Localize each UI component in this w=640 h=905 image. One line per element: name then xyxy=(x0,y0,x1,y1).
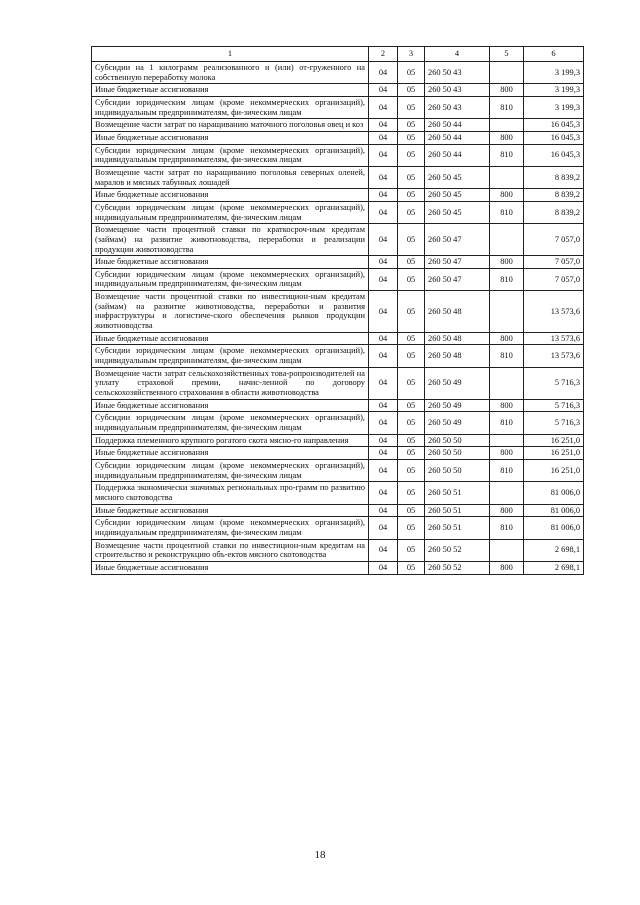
item-name-cell: Иные бюджетные ассигнования xyxy=(92,189,369,202)
section-code-cell: 04 xyxy=(369,561,398,574)
target-article-code-cell: 260 50 51 xyxy=(425,517,490,539)
item-name-cell: Поддержка экономически значимых региональных про-грамм по развитию мясного скотоводства xyxy=(92,482,369,504)
table-row xyxy=(92,482,584,504)
item-name-cell: Возмещение части затрат сельскохозяйственных това-ропроизводителей на уплату страховой премии, начис-ленной по договору сельскохозяйственного страхования в области животноводства xyxy=(92,367,369,399)
target-article-code-cell: 260 50 44 xyxy=(425,131,490,144)
table-row xyxy=(92,166,584,188)
header-cell-3: 3 xyxy=(398,47,425,62)
expense-type-code-cell: 810 xyxy=(490,96,524,118)
expense-type-code-cell: 800 xyxy=(490,332,524,345)
amount-cell: 16 251,0 xyxy=(524,447,584,460)
target-article-code-cell: 260 50 50 xyxy=(425,447,490,460)
column-number-header-row xyxy=(92,47,584,62)
item-name-cell: Субсидии юридическим лицам (кроме некоммерческих организаций), индивидуальным предпринимателям, фи-зическим лицам xyxy=(92,459,369,481)
subsection-code-cell: 05 xyxy=(398,201,425,223)
section-code-cell: 04 xyxy=(369,189,398,202)
expense-type-code-cell: 810 xyxy=(490,345,524,367)
amount-cell: 81 006,0 xyxy=(524,482,584,504)
target-article-code-cell: 260 50 51 xyxy=(425,504,490,517)
target-article-code-cell: 260 50 43 xyxy=(425,96,490,118)
expense-type-code-cell xyxy=(490,119,524,132)
expense-type-code-cell xyxy=(490,434,524,447)
expense-type-code-cell xyxy=(490,482,524,504)
table-row xyxy=(92,539,584,561)
item-name-cell: Возмещение части затрат по наращиванию поголовья северных оленей, маралов и мясных табунных лошадей xyxy=(92,166,369,188)
subsection-code-cell: 05 xyxy=(398,399,425,412)
target-article-code-cell: 260 50 48 xyxy=(425,291,490,333)
item-name-cell: Иные бюджетные ассигнования xyxy=(92,447,369,460)
item-name-cell: Иные бюджетные ассигнования xyxy=(92,399,369,412)
subsection-code-cell: 05 xyxy=(398,224,425,256)
table-row xyxy=(92,224,584,256)
table-row xyxy=(92,459,584,481)
item-name-cell: Субсидии юридическим лицам (кроме некоммерческих организаций), индивидуальным предпринимателям, фи-зическим лицам xyxy=(92,201,369,223)
subsection-code-cell: 05 xyxy=(398,119,425,132)
target-article-code-cell: 260 50 50 xyxy=(425,434,490,447)
amount-cell: 8 839,2 xyxy=(524,201,584,223)
table-row xyxy=(92,131,584,144)
section-code-cell: 04 xyxy=(369,144,398,166)
item-name-cell: Иные бюджетные ассигнования xyxy=(92,256,369,269)
amount-cell: 16 251,0 xyxy=(524,434,584,447)
expense-type-code-cell xyxy=(490,539,524,561)
header-cell-2: 2 xyxy=(369,47,398,62)
item-name-cell: Поддержка племенного крупного рогатого скота мясно-го направления xyxy=(92,434,369,447)
target-article-code-cell: 260 50 49 xyxy=(425,399,490,412)
amount-cell: 3 199,3 xyxy=(524,96,584,118)
budget-table xyxy=(91,46,584,575)
item-name-cell: Иные бюджетные ассигнования xyxy=(92,561,369,574)
subsection-code-cell: 05 xyxy=(398,332,425,345)
table-row xyxy=(92,447,584,460)
amount-cell: 13 573,6 xyxy=(524,345,584,367)
expense-type-code-cell: 800 xyxy=(490,256,524,269)
item-name-cell: Иные бюджетные ассигнования xyxy=(92,84,369,97)
table-row xyxy=(92,517,584,539)
amount-cell: 16 251,0 xyxy=(524,459,584,481)
expense-type-code-cell: 810 xyxy=(490,517,524,539)
expense-type-code-cell: 800 xyxy=(490,504,524,517)
table-row xyxy=(92,434,584,447)
amount-cell: 81 006,0 xyxy=(524,504,584,517)
target-article-code-cell: 260 50 48 xyxy=(425,332,490,345)
target-article-code-cell: 260 50 44 xyxy=(425,119,490,132)
header-cell-1: 1 xyxy=(92,47,369,62)
target-article-code-cell: 260 50 48 xyxy=(425,345,490,367)
expense-type-code-cell xyxy=(490,224,524,256)
expense-type-code-cell: 810 xyxy=(490,201,524,223)
section-code-cell: 04 xyxy=(369,539,398,561)
amount-cell: 16 045,3 xyxy=(524,144,584,166)
section-code-cell: 04 xyxy=(369,84,398,97)
target-article-code-cell: 260 50 45 xyxy=(425,166,490,188)
subsection-code-cell: 05 xyxy=(398,412,425,434)
subsection-code-cell: 05 xyxy=(398,144,425,166)
section-code-cell: 04 xyxy=(369,504,398,517)
header-cell-5: 5 xyxy=(490,47,524,62)
table-row xyxy=(92,332,584,345)
item-name-cell: Иные бюджетные ассигнования xyxy=(92,504,369,517)
section-code-cell: 04 xyxy=(369,412,398,434)
table-row xyxy=(92,119,584,132)
subsection-code-cell: 05 xyxy=(398,189,425,202)
item-name-cell: Субсидии на 1 килограмм реализованного и (или) от-груженного на собственную переработку молока xyxy=(92,62,369,84)
table-row xyxy=(92,399,584,412)
expense-type-code-cell: 800 xyxy=(490,447,524,460)
header-cell-4: 4 xyxy=(425,47,490,62)
amount-cell: 13 573,6 xyxy=(524,291,584,333)
table-row xyxy=(92,256,584,269)
section-code-cell: 04 xyxy=(369,459,398,481)
item-name-cell: Субсидии юридическим лицам (кроме некоммерческих организаций), индивидуальным предпринимателям, фи-зическим лицам xyxy=(92,345,369,367)
item-name-cell: Иные бюджетные ассигнования xyxy=(92,131,369,144)
target-article-code-cell: 260 50 47 xyxy=(425,268,490,290)
amount-cell: 8 839,2 xyxy=(524,166,584,188)
section-code-cell: 04 xyxy=(369,96,398,118)
table-row xyxy=(92,96,584,118)
item-name-cell: Субсидии юридическим лицам (кроме некоммерческих организаций), индивидуальным предпринимателям, фи-зическим лицам xyxy=(92,268,369,290)
target-article-code-cell: 260 50 47 xyxy=(425,224,490,256)
subsection-code-cell: 05 xyxy=(398,539,425,561)
expense-type-code-cell: 800 xyxy=(490,84,524,97)
table-row xyxy=(92,201,584,223)
section-code-cell: 04 xyxy=(369,399,398,412)
table-row xyxy=(92,144,584,166)
expense-type-code-cell: 800 xyxy=(490,561,524,574)
subsection-code-cell: 05 xyxy=(398,367,425,399)
expense-type-code-cell xyxy=(490,166,524,188)
subsection-code-cell: 05 xyxy=(398,447,425,460)
target-article-code-cell: 260 50 44 xyxy=(425,144,490,166)
subsection-code-cell: 05 xyxy=(398,459,425,481)
amount-cell: 3 199,3 xyxy=(524,84,584,97)
amount-cell: 5 716,3 xyxy=(524,412,584,434)
table-row xyxy=(92,561,584,574)
item-name-cell: Возмещение части затрат по наращиванию маточного поголовья овец и коз xyxy=(92,119,369,132)
subsection-code-cell: 05 xyxy=(398,62,425,84)
amount-cell: 2 698,1 xyxy=(524,539,584,561)
subsection-code-cell: 05 xyxy=(398,84,425,97)
expense-type-code-cell: 800 xyxy=(490,189,524,202)
expense-type-code-cell xyxy=(490,62,524,84)
subsection-code-cell: 05 xyxy=(398,166,425,188)
section-code-cell: 04 xyxy=(369,268,398,290)
subsection-code-cell: 05 xyxy=(398,256,425,269)
table-row xyxy=(92,84,584,97)
section-code-cell: 04 xyxy=(369,447,398,460)
table-row xyxy=(92,291,584,333)
expense-type-code-cell xyxy=(490,367,524,399)
amount-cell: 16 045,3 xyxy=(524,119,584,132)
table-row xyxy=(92,62,584,84)
target-article-code-cell: 260 50 50 xyxy=(425,459,490,481)
target-article-code-cell: 260 50 43 xyxy=(425,84,490,97)
item-name-cell: Возмещение части процентной ставки по инвестицион-ным кредитам (займам) на развитие животноводства, переработки и развития инфраструктуры и логистиче-ского обеспечения рынков продукции животноводства xyxy=(92,291,369,333)
amount-cell: 7 057,0 xyxy=(524,224,584,256)
target-article-code-cell: 260 50 51 xyxy=(425,482,490,504)
item-name-cell: Субсидии юридическим лицам (кроме некоммерческих организаций), индивидуальным предпринимателям, фи-зическим лицам xyxy=(92,144,369,166)
section-code-cell: 04 xyxy=(369,224,398,256)
subsection-code-cell: 05 xyxy=(398,345,425,367)
target-article-code-cell: 260 50 52 xyxy=(425,561,490,574)
section-code-cell: 04 xyxy=(369,119,398,132)
section-code-cell: 04 xyxy=(369,517,398,539)
amount-cell: 5 716,3 xyxy=(524,367,584,399)
expense-type-code-cell: 810 xyxy=(490,412,524,434)
table-row xyxy=(92,412,584,434)
target-article-code-cell: 260 50 52 xyxy=(425,539,490,561)
item-name-cell: Возмещение части процентной ставки по краткосроч-ным кредитам (займам) на развитие животноводства, переработки и реализации продукции животноводства xyxy=(92,224,369,256)
expense-type-code-cell xyxy=(490,291,524,333)
section-code-cell: 04 xyxy=(369,201,398,223)
section-code-cell: 04 xyxy=(369,62,398,84)
table-row xyxy=(92,367,584,399)
amount-cell: 16 045,3 xyxy=(524,131,584,144)
subsection-code-cell: 05 xyxy=(398,268,425,290)
subsection-code-cell: 05 xyxy=(398,96,425,118)
item-name-cell: Субсидии юридическим лицам (кроме некоммерческих организаций), индивидуальным предпринимателям, фи-зическим лицам xyxy=(92,96,369,118)
amount-cell: 7 057,0 xyxy=(524,268,584,290)
amount-cell: 81 006,0 xyxy=(524,517,584,539)
amount-cell: 5 716,3 xyxy=(524,399,584,412)
amount-cell: 7 057,0 xyxy=(524,256,584,269)
section-code-cell: 04 xyxy=(369,367,398,399)
section-code-cell: 04 xyxy=(369,482,398,504)
budget-table-body xyxy=(92,47,584,575)
table-row xyxy=(92,189,584,202)
subsection-code-cell: 05 xyxy=(398,482,425,504)
expense-type-code-cell: 810 xyxy=(490,459,524,481)
item-name-cell: Возмещение части процентной ставки по инвестицион-ным кредитам на строительство и реконструкцию объ-ектов мясного скотоводства xyxy=(92,539,369,561)
amount-cell: 3 199,3 xyxy=(524,62,584,84)
subsection-code-cell: 05 xyxy=(398,291,425,333)
item-name-cell: Иные бюджетные ассигнования xyxy=(92,332,369,345)
section-code-cell: 04 xyxy=(369,434,398,447)
subsection-code-cell: 05 xyxy=(398,434,425,447)
section-code-cell: 04 xyxy=(369,166,398,188)
table-row xyxy=(92,268,584,290)
section-code-cell: 04 xyxy=(369,131,398,144)
expense-type-code-cell: 800 xyxy=(490,399,524,412)
section-code-cell: 04 xyxy=(369,345,398,367)
section-code-cell: 04 xyxy=(369,291,398,333)
section-code-cell: 04 xyxy=(369,332,398,345)
item-name-cell: Субсидии юридическим лицам (кроме некоммерческих организаций), индивидуальным предпринимателям, фи-зическим лицам xyxy=(92,517,369,539)
table-row xyxy=(92,345,584,367)
expense-type-code-cell: 800 xyxy=(490,131,524,144)
target-article-code-cell: 260 50 49 xyxy=(425,412,490,434)
expense-type-code-cell: 810 xyxy=(490,268,524,290)
target-article-code-cell: 260 50 49 xyxy=(425,367,490,399)
header-cell-6: 6 xyxy=(524,47,584,62)
item-name-cell: Субсидии юридическим лицам (кроме некоммерческих организаций), индивидуальным предпринимателям, фи-зическим лицам xyxy=(92,412,369,434)
table-row xyxy=(92,504,584,517)
subsection-code-cell: 05 xyxy=(398,517,425,539)
amount-cell: 2 698,1 xyxy=(524,561,584,574)
subsection-code-cell: 05 xyxy=(398,131,425,144)
page-number: 18 xyxy=(314,849,326,861)
amount-cell: 13 573,6 xyxy=(524,332,584,345)
subsection-code-cell: 05 xyxy=(398,561,425,574)
subsection-code-cell: 05 xyxy=(398,504,425,517)
target-article-code-cell: 260 50 45 xyxy=(425,201,490,223)
target-article-code-cell: 260 50 45 xyxy=(425,189,490,202)
amount-cell: 8 839,2 xyxy=(524,189,584,202)
section-code-cell: 04 xyxy=(369,256,398,269)
expense-type-code-cell: 810 xyxy=(490,144,524,166)
target-article-code-cell: 260 50 47 xyxy=(425,256,490,269)
target-article-code-cell: 260 50 43 xyxy=(425,62,490,84)
